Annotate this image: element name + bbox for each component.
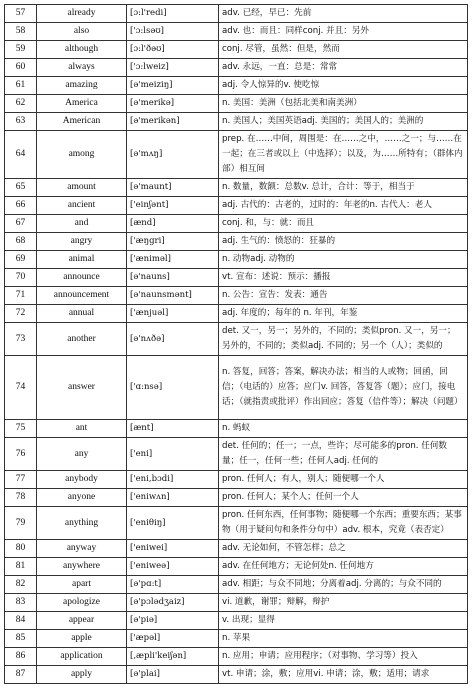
word-cell: apply — [37, 666, 127, 684]
phonetic-cell: [ɔ:l'redi] — [127, 5, 219, 23]
word-cell: anyone — [37, 489, 127, 507]
phonetic-cell: [ænt] — [127, 420, 219, 438]
phonetic-cell: ['æniməl] — [127, 251, 219, 269]
phonetic-cell: [ə'merikə] — [127, 95, 219, 113]
definition-cell: det. 又一，另一；另外的，不同的；类似pron. 又一，另一；另外的，不同的；类似adj. 不同的；另一个（人）；类似的 — [219, 323, 468, 356]
definition-cell: adv. 也：而且：同样conj. 并且：另外 — [219, 23, 468, 41]
table-row — [5, 23, 468, 41]
row-number: 79 — [5, 507, 37, 540]
row-number: 78 — [5, 489, 37, 507]
definition-cell: n. 蚂蚁 — [219, 420, 468, 438]
table-row — [5, 489, 468, 507]
word-cell: application — [37, 648, 127, 666]
phonetic-cell: [ɔ:l'ðəʊ] — [127, 41, 219, 59]
word-cell: animal — [37, 251, 127, 269]
phonetic-cell: ['einʃənt] — [127, 197, 219, 215]
word-cell: although — [37, 41, 127, 59]
vocabulary-table — [4, 4, 468, 684]
definition-cell: n. 数量，数额：总数v. 总计，合计：等于，相当于 — [219, 179, 468, 197]
word-cell: answer — [37, 356, 127, 420]
word-cell: another — [37, 323, 127, 356]
word-cell: apart — [37, 576, 127, 594]
definition-cell: n. 公告：宣告：发表：通告 — [219, 287, 468, 305]
word-cell: anything — [37, 507, 127, 540]
table-row — [5, 420, 468, 438]
row-number: 81 — [5, 558, 37, 576]
definition-cell: conj. 和，与：就：而且 — [219, 215, 468, 233]
table-row — [5, 215, 468, 233]
word-cell: amount — [37, 179, 127, 197]
word-cell: ancient — [37, 197, 127, 215]
phonetic-cell: ['eni] — [127, 438, 219, 471]
table-row — [5, 305, 468, 323]
phonetic-cell: [ə'nauns] — [127, 269, 219, 287]
definition-cell: n. 答复，回答；答案，解决办法；相当的人或物；回函，回信；（电话的）应答；应门v. 回答，答复答（题）；应门，接电话；（就指责或批评）作出回应；答复（信件等）；解决（问题） — [219, 356, 468, 420]
table-row — [5, 59, 468, 77]
definition-cell: adj. 生气的：愤怒的：狂暴的 — [219, 233, 468, 251]
definition-cell: adj. 年度的；每年的 n. 年刊，年鉴 — [219, 305, 468, 323]
word-cell: angry — [37, 233, 127, 251]
row-number: 77 — [5, 471, 37, 489]
word-cell: America — [37, 95, 127, 113]
table-row — [5, 507, 468, 540]
row-number: 75 — [5, 420, 37, 438]
row-number: 72 — [5, 305, 37, 323]
word-cell: announce — [37, 269, 127, 287]
definition-cell: adv. 无论如何，不管怎样；总之 — [219, 540, 468, 558]
phonetic-cell: ['eniθiŋ] — [127, 507, 219, 540]
row-number: 74 — [5, 356, 37, 420]
table-row — [5, 612, 468, 630]
table-row — [5, 630, 468, 648]
row-number: 69 — [5, 251, 37, 269]
row-number: 82 — [5, 576, 37, 594]
definition-cell: vt. 申请；涂，敷；应用vi. 申请；涂，敷；适用；请求 — [219, 666, 468, 684]
word-cell: American — [37, 113, 127, 131]
word-cell: ant — [37, 420, 127, 438]
table-row — [5, 113, 468, 131]
row-number: 67 — [5, 215, 37, 233]
definition-cell: adv. 在任何地方；无论何处n. 任何地方 — [219, 558, 468, 576]
phonetic-cell: ['æpəl] — [127, 630, 219, 648]
definition-cell: prep. 在……中间，周围是：在……之中，……之一；与……在一起；在三者或以上（中选择）；以及，为……所特有；（群体内部）相互间 — [219, 131, 468, 179]
phonetic-cell: ['eniwʌn] — [127, 489, 219, 507]
row-number: 64 — [5, 131, 37, 179]
row-number: 57 — [5, 5, 37, 23]
row-number: 68 — [5, 233, 37, 251]
phonetic-cell: ['ɔ:lweiz] — [127, 59, 219, 77]
row-number: 66 — [5, 197, 37, 215]
definition-cell: adj. 古代的：古老的，过时的：年老的n. 古代人：老人 — [219, 197, 468, 215]
definition-cell: n. 苹果 — [219, 630, 468, 648]
word-cell: any — [37, 438, 127, 471]
table-row — [5, 233, 468, 251]
word-cell: also — [37, 23, 127, 41]
word-cell: already — [37, 5, 127, 23]
row-number: 80 — [5, 540, 37, 558]
row-number: 85 — [5, 630, 37, 648]
table-row — [5, 594, 468, 612]
definition-cell: pron. 任何人；有人，别人；随便哪一个人 — [219, 471, 468, 489]
word-cell: apple — [37, 630, 127, 648]
row-number: 62 — [5, 95, 37, 113]
table-row — [5, 251, 468, 269]
row-number: 63 — [5, 113, 37, 131]
word-cell: always — [37, 59, 127, 77]
word-cell: appear — [37, 612, 127, 630]
phonetic-cell: [ænd] — [127, 215, 219, 233]
table-row — [5, 131, 468, 179]
phonetic-cell: [ə'pɔlədʒaiz] — [127, 594, 219, 612]
definition-cell: n. 应用；申请；应用程序；（对事物、学习等）投入 — [219, 648, 468, 666]
definition-cell: v. 出现；显得 — [219, 612, 468, 630]
table-row — [5, 648, 468, 666]
definition-cell: n. 美国：美洲（包括北美和南美洲） — [219, 95, 468, 113]
table-row — [5, 356, 468, 420]
word-cell: apologize — [37, 594, 127, 612]
word-cell: announcement — [37, 287, 127, 305]
definition-cell: pron. 任何东西，任何事物；随便哪一个东西；重要东西；某事物（用于疑问句和条件分句中）adv. 根本，究竟（表否定） — [219, 507, 468, 540]
word-cell: and — [37, 215, 127, 233]
table-row — [5, 197, 468, 215]
table-row — [5, 77, 468, 95]
table-row — [5, 287, 468, 305]
phonetic-cell: [ə'nʌðə] — [127, 323, 219, 356]
row-number: 86 — [5, 648, 37, 666]
definition-cell: det. 任何的；任一；一点，些许；尽可能多的pron. 任何数量；任一，任何一些；任何人adj. 任何的 — [219, 438, 468, 471]
definition-cell: adj. 令人惊异的v. 使吃惊 — [219, 77, 468, 95]
phonetic-cell: [ə'naunsmənt] — [127, 287, 219, 305]
phonetic-cell: [ə'meiziŋ] — [127, 77, 219, 95]
table-row — [5, 269, 468, 287]
definition-cell: pron. 任何人；某个人；任何一个人 — [219, 489, 468, 507]
table-row — [5, 438, 468, 471]
row-number: 71 — [5, 287, 37, 305]
word-cell: among — [37, 131, 127, 179]
row-number: 59 — [5, 41, 37, 59]
phonetic-cell: [ə'plai] — [127, 666, 219, 684]
phonetic-cell: ['eniweə] — [127, 558, 219, 576]
word-cell: anyway — [37, 540, 127, 558]
phonetic-cell: ['ænjuəl] — [127, 305, 219, 323]
phonetic-cell: ['eniwei] — [127, 540, 219, 558]
row-number: 73 — [5, 323, 37, 356]
table-row — [5, 323, 468, 356]
row-number: 65 — [5, 179, 37, 197]
table-row — [5, 540, 468, 558]
phonetic-cell: ['ɔ:lsəʊ] — [127, 23, 219, 41]
table-row — [5, 558, 468, 576]
phonetic-cell: [ə'merikən] — [127, 113, 219, 131]
definition-cell: n. 动物adj. 动物的 — [219, 251, 468, 269]
row-number: 84 — [5, 612, 37, 630]
table-row — [5, 179, 468, 197]
phonetic-cell: [ə'mʌŋ] — [127, 131, 219, 179]
definition-cell: n. 美国人；美国英语adj. 美国的；美国人的；美洲的 — [219, 113, 468, 131]
table-row — [5, 41, 468, 59]
row-number: 61 — [5, 77, 37, 95]
definition-cell: conj. 尽管，虽然：但是，然而 — [219, 41, 468, 59]
definition-cell: vt. 宣布：述说：预示：播报 — [219, 269, 468, 287]
row-number: 87 — [5, 666, 37, 684]
table-row — [5, 471, 468, 489]
row-number: 76 — [5, 438, 37, 471]
phonetic-cell: [ə'maunt] — [127, 179, 219, 197]
definition-cell: adv. 已经，早已：先前 — [219, 5, 468, 23]
phonetic-cell: ['eni,bɔdi] — [127, 471, 219, 489]
table-row — [5, 666, 468, 684]
vocabulary-table-body — [5, 5, 468, 684]
table-row — [5, 5, 468, 23]
row-number: 58 — [5, 23, 37, 41]
word-cell: anybody — [37, 471, 127, 489]
word-cell: anywhere — [37, 558, 127, 576]
definition-cell: adv. 永远，一直：总是：常常 — [219, 59, 468, 77]
word-cell: amazing — [37, 77, 127, 95]
row-number: 60 — [5, 59, 37, 77]
row-number: 70 — [5, 269, 37, 287]
definition-cell: vi. 道歉，谢罪；辩解，辩护 — [219, 594, 468, 612]
phonetic-cell: [ə'pɑ:t] — [127, 576, 219, 594]
phonetic-cell: [ə'piə] — [127, 612, 219, 630]
definition-cell: adv. 相距；与众不同地；分离着adj. 分离的；与众不同的 — [219, 576, 468, 594]
table-row — [5, 95, 468, 113]
table-row — [5, 576, 468, 594]
phonetic-cell: [,æpli'keiʃən] — [127, 648, 219, 666]
word-cell: annual — [37, 305, 127, 323]
phonetic-cell: ['ɑ:nsə] — [127, 356, 219, 420]
phonetic-cell: ['æŋgri] — [127, 233, 219, 251]
row-number: 83 — [5, 594, 37, 612]
